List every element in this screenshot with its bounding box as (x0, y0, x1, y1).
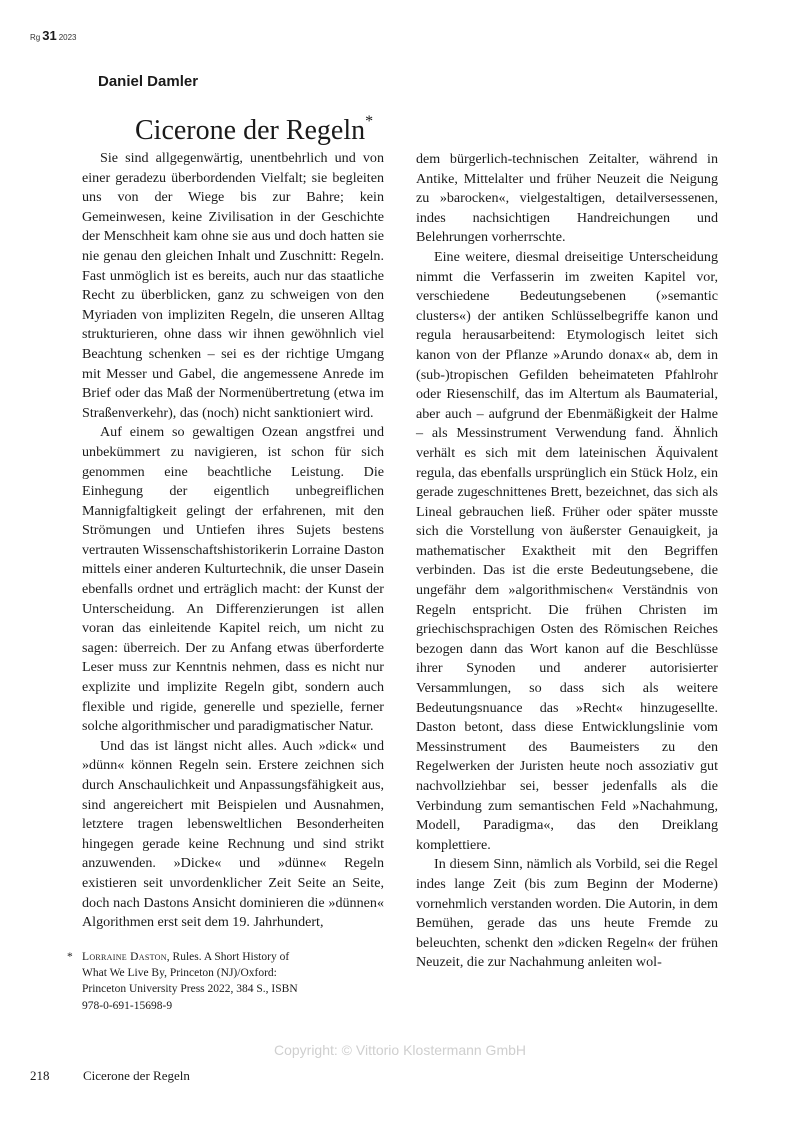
journal-year: 2023 (58, 33, 77, 42)
page-number: 218 (30, 1068, 50, 1083)
paragraph: Sie sind allgegenwärtig, unentbehrlich und von einer geradezu überbordenden Vielfalt; sie begleiten uns von der Wiege bis zur Bahre; kein Gemeinwesen, keine Zivilisation in der Geschichte der Menschheit kam ohne sie aus und doch hatten sie nie genau den gleichen Inhalt und Zuschnitt: Regeln. Fast unmöglich ist es bereits, auch nur das staatliche Recht zu überblicken, ganz zu schweigen von den Myriaden von impliziten Regeln, die unseren Alltag strukturieren, ohne dass wir ihnen gewöhnlich viel Beachtung schenken – sei es der richtige Umgang mit Messer und Gabel, die angemessene Anrede im Brief oder das Maß der Normenübertretung (etwa im Straßenverkehr), das (noch) nicht sanktioniert wird. (82, 150, 384, 421)
footnote-text (82, 949, 300, 1014)
paragraph: Eine weitere, diesmal dreiseitige Unterscheidung nimmt die Verfasserin im zweiten Kapitel vor, verschiedene Bedeutungsebenen (»semantic clusters«) der antiken Schlüsselbegriffe kanon und regula herausarbeitend: Etymologisch leitet sich kanon von der Pflanze »Arundo donax« ab, dem in (sub-)tropischen Gefilden beheimateten Pfahlrohr oder Riesenschilf, das im Altertum als Baumaterial, aber auch – aufgrund der Ebenmäßigkeit der Halme – als Messinstrument Verwendung fand. Ähnlich verhält es sich mit dem lateinischen Äquivalent regula, das ebenfalls ursprünglich ein Stück Holz, ein gerade zugeschnittenes Brett, bezeichnet, das sich als Lineal gebrauchen ließ. Früher oder später musste sich die Vorstellung von äußerster Genauigkeit, ja mathematischer Exaktheit mit den Begriffen verbinden. Das ist die erste Bedeutungsebene, die ungefähr dem »algorithmischen« Verständnis von Regeln entspricht. Die frühen Christen im griechischsprachigen Osten des Römischen Reiches bezogen dann das Wort kanon auf die Beschlüsse ihrer Synoden und anderer autorisierter Versammlungen, so dass sich als weitere Bedeutungsnuance das »Recht« hinzugesellte. Daston betont, dass diese Entwicklungslinie vom Messinstrument des Baumeisters zu den Regelwerken der Juristen heute noch assoziativ gut nachvollziehbar sei, besser jedenfalls als die Verbindung zum semantischen Feld »Nachahmung, Modell, Paradigma«, das den Dreiklang komplettiere. (416, 248, 718, 853)
body-column-left (82, 149, 384, 933)
paragraph: dem bürgerlich-technischen Zeitalter, während in Antike, Mittelalter und früher Neuzeit die Neigung zu »barocken«, vielgestaltigen, detailversessenen, indes nachsichtigen Handreichungen und Belehrungen vorherrschte. (416, 151, 718, 246)
journal-volume: 31 (42, 28, 57, 43)
running-title: Cicerone der Regeln (83, 1068, 190, 1083)
footnote-author: Lorraine Daston (82, 951, 167, 963)
paragraph: Auf einem so gewaltigen Ozean angstfrei und unbekümmert zu navigieren, ist schon für sich genommen eine beachtliche Leistung. Die Einhegung der eigentlich unbegreiflichen Mannigfaltigkeit gelingt der erfahrenen, mit den Strömungen und Untiefen ihres Sujets bestens vertrauten Wissenschaftshistorikerin Lorraine Daston mittels einer anderen Kulturtechnik, die unser Dasein ebenfalls ordnet und erträglich macht: der Kunst der Unterscheidung. An Differenzierungen ist allen voran das einleitende Kapitel reich, um nicht zu sagen: überreich. Der zu Anfang etwas überforderte Leser muss zur Kenntnis nehmen, dass es nicht nur explizite und implizite Regeln gibt, sondern auch flexible und rigide, generelle und spezielle, ferner solche algorithmischer und paradigmatischer Natur. (82, 424, 384, 735)
body-column-right (416, 150, 718, 973)
journal-abbr: Rg (30, 33, 41, 42)
footnote (60, 949, 300, 1014)
article-title (135, 112, 374, 147)
footnote-marker: * (67, 951, 73, 963)
title-footnote-marker: * (365, 112, 374, 130)
article-title-text: Cicerone der Regeln (135, 114, 366, 146)
journal-tag (30, 28, 77, 43)
article-author: Daniel Damler (98, 73, 199, 90)
copyright-watermark: Copyright: © Vittorio Klostermann GmbH (273, 1042, 527, 1058)
paragraph: Und das ist längst nicht alles. Auch »dick« und »dünn« können Regeln sein. Erstere zeichnen sich durch Anschaulichkeit und Anpassungsfähigkeit aus, sind angereichert mit Beispielen und Ausnahmen, letztere tragen lebensweltlichen Besonderheiten hingegen gerade keine Rechnung und sind strikt anzuwenden. »Dicke« und »dünne« Regeln existieren seit unvordenklicher Zeit Seite an Seite, doch nach Dastons Ansicht dominieren die »dünnen« Algorithmen erst seit dem 19. Jahrhundert, (82, 737, 384, 931)
paragraph: In diesem Sinn, nämlich als Vorbild, sei die Regel indes lange Zeit (bis zum Beginn der Moderne) vornehmlich verstanden worden. Die Autorin, in dem Bemühen, gerade das uns heute Fremde zu beleuchten, schenkt den »dicken Regeln« der frühen Neuzeit, die zur Nachahmung anleiten wol- (416, 856, 718, 971)
footnote-citation: , Rules. A Short History of What We Live By, Princeton (NJ)/Oxford: Princeton University Press 2022, 384 S., ISBN 978-0-691-15698-9 (82, 951, 298, 1012)
